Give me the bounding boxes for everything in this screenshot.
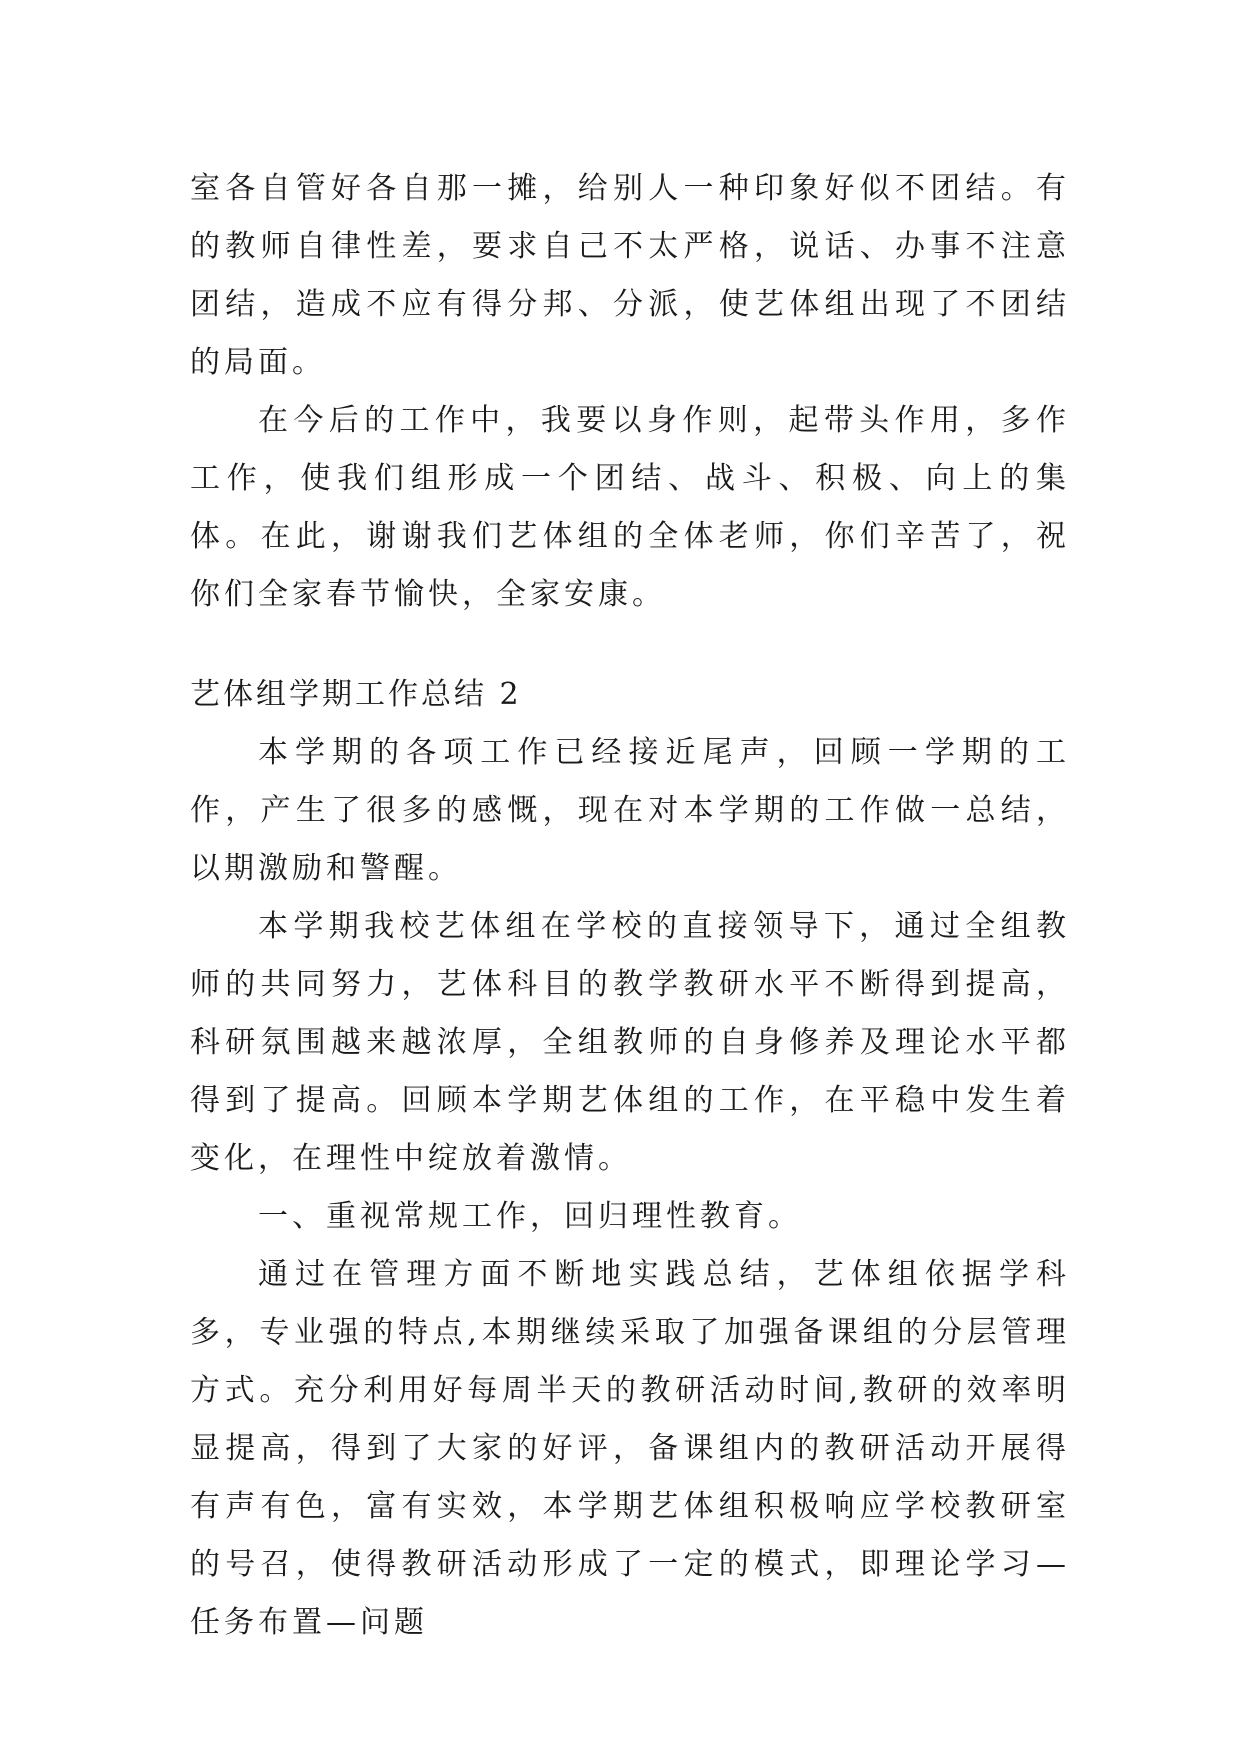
paragraph-continuation: 室各自管好各自那一摊，给别人一种印象好似不团结。有的教师自律性差，要求自己不太严格，说话、办事不注意团结，造成不应有得分邦、分派，使艺体组出现了不团结的局面。 xyxy=(190,171,1070,380)
paragraph-closing: 在今后的工作中，我要以身作则，起带头作用，多作工作，使我们组形成一个团结、战斗、积极、向上的集体。在此，谢谢我们艺体组的全体老师，你们辛苦了，祝你们全家春节愉快，全家安康。 xyxy=(190,403,1070,612)
paragraph-management: 通过在管理方面不断地实践总结，艺体组依据学科多，专业强的特点,本期继续采取了加强备课组的分层管理方式。充分利用好每周半天的教研活动时间,教研的效率明显提高，得到了大家的好评，备课组内的教研活动开展得有声有色，富有实效，本学期艺体组积极响应学校教研室的号召，使得教研活动形成了一定的模式，即理论学习—任务布置—问题 xyxy=(190,1257,1070,1640)
paragraph-overview: 本学期我校艺体组在学校的直接领导下，通过全组教师的共同努力，艺体科目的教学教研水平不断得到提高，科研氛围越来越浓厚，全组教师的自身修养及理论水平都得到了提高。回顾本学期艺体组的工作，在平稳中发生着变化，在理性中绽放着激情。 xyxy=(190,909,1070,1176)
paragraph-intro: 本学期的各项工作已经接近尾声，回顾一学期的工作，产生了很多的感慨，现在对本学期的工作做一总结，以期激励和警醒。 xyxy=(190,735,1070,886)
subheading-one: 一、重视常规工作，回归理性教育。 xyxy=(258,1199,802,1234)
section-title: 艺体组学期工作总结 2 xyxy=(190,677,522,712)
document-body xyxy=(190,160,1070,1652)
